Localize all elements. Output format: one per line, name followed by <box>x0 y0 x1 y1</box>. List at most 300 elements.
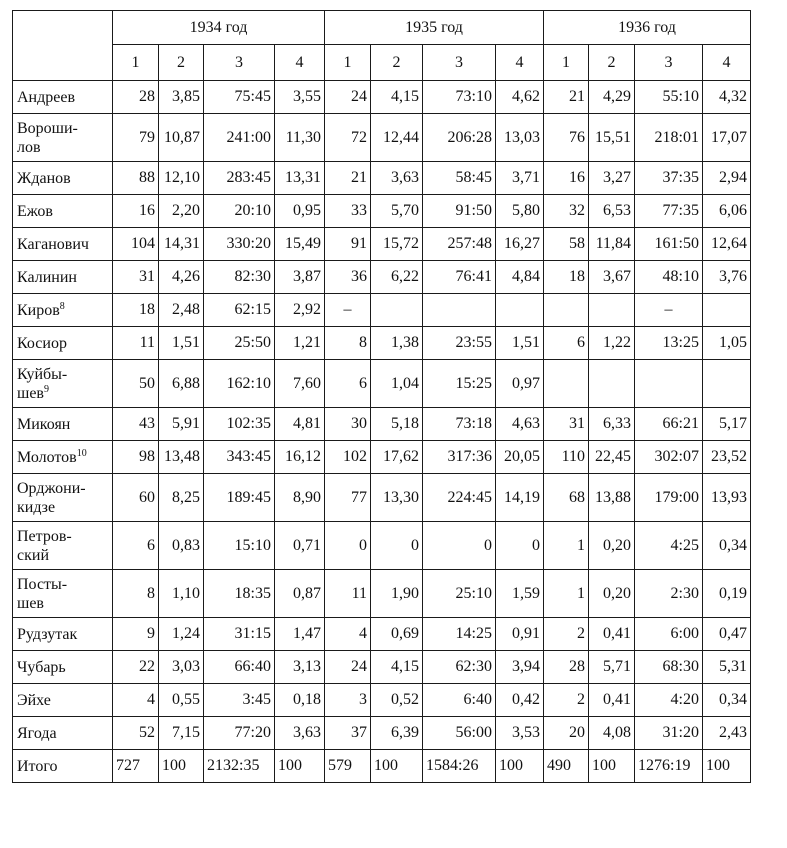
data-cell: 20 <box>544 717 589 750</box>
data-cell: 58:45 <box>423 162 496 195</box>
data-cell: 1,21 <box>275 327 325 360</box>
row-label <box>13 261 113 294</box>
data-cell: 6 <box>544 327 589 360</box>
data-cell: 73:10 <box>423 81 496 114</box>
data-cell: 15:25 <box>423 360 496 408</box>
data-cell: 3,71 <box>496 162 544 195</box>
table-row <box>13 474 751 522</box>
data-cell: 8,90 <box>275 474 325 522</box>
data-cell: 8,25 <box>159 474 204 522</box>
row-name: Молотов <box>17 448 77 466</box>
row-label <box>13 327 113 360</box>
data-cell: 0,97 <box>496 360 544 408</box>
data-cell: 3,63 <box>275 717 325 750</box>
data-cell: 18:35 <box>204 570 275 618</box>
data-cell: 20,05 <box>496 441 544 474</box>
data-cell: 22,45 <box>589 441 635 474</box>
table-row <box>13 522 751 570</box>
data-cell: 62:30 <box>423 651 496 684</box>
data-cell: 1,04 <box>371 360 423 408</box>
data-cell <box>703 360 751 408</box>
row-name: Орджони- кидзе <box>17 479 86 516</box>
data-cell: 58 <box>544 228 589 261</box>
data-cell: 102 <box>325 441 371 474</box>
data-cell: 55:10 <box>635 81 703 114</box>
data-cell: 24 <box>325 81 371 114</box>
table-row <box>13 228 751 261</box>
data-cell: 10,87 <box>159 114 204 162</box>
column-number: 3 <box>635 45 703 81</box>
data-cell: 3:45 <box>204 684 275 717</box>
data-cell <box>589 294 635 327</box>
data-cell: 52 <box>113 717 159 750</box>
data-cell: 28 <box>544 651 589 684</box>
row-label <box>13 522 113 570</box>
data-cell: 0,42 <box>496 684 544 717</box>
data-cell: 100 <box>703 750 751 783</box>
row-label <box>13 195 113 228</box>
data-cell <box>544 294 589 327</box>
data-cell: 22 <box>113 651 159 684</box>
data-cell: 68 <box>544 474 589 522</box>
column-number: 3 <box>423 45 496 81</box>
data-cell: 77:35 <box>635 195 703 228</box>
data-cell: 2,92 <box>275 294 325 327</box>
table-row <box>13 162 751 195</box>
data-cell: 1,47 <box>275 618 325 651</box>
data-cell: 179:00 <box>635 474 703 522</box>
data-cell: 1,10 <box>159 570 204 618</box>
data-cell: 4,84 <box>496 261 544 294</box>
data-cell: 5,31 <box>703 651 751 684</box>
data-cell: 13:25 <box>635 327 703 360</box>
data-cell: 14,19 <box>496 474 544 522</box>
data-cell: 11,30 <box>275 114 325 162</box>
data-cell: 6 <box>113 522 159 570</box>
data-cell: 13,88 <box>589 474 635 522</box>
data-cell: 28 <box>113 81 159 114</box>
data-cell: 1 <box>544 570 589 618</box>
row-name: Жданов <box>17 169 71 187</box>
data-cell: 76 <box>544 114 589 162</box>
data-cell: 0,19 <box>703 570 751 618</box>
row-name: Андреев <box>17 88 76 106</box>
data-cell: 3 <box>325 684 371 717</box>
footnote-mark: 9 <box>43 383 49 395</box>
data-cell: 579 <box>325 750 371 783</box>
data-cell: 3,85 <box>159 81 204 114</box>
data-cell: 0,18 <box>275 684 325 717</box>
column-number: 4 <box>496 45 544 81</box>
row-name: Рудзутак <box>17 625 78 643</box>
table-row <box>13 408 751 441</box>
table-row <box>13 294 751 327</box>
data-cell: 2,20 <box>159 195 204 228</box>
data-cell: 73:18 <box>423 408 496 441</box>
column-number: 1 <box>544 45 589 81</box>
row-name: Эйхе <box>17 691 51 709</box>
data-cell <box>589 360 635 408</box>
data-cell: 21 <box>544 81 589 114</box>
table-body <box>13 81 751 783</box>
data-cell: 110 <box>544 441 589 474</box>
data-cell: 2132:35 <box>204 750 275 783</box>
data-cell: 3,03 <box>159 651 204 684</box>
data-cell: 4:20 <box>635 684 703 717</box>
data-cell: 4 <box>113 684 159 717</box>
data-cell: 62:15 <box>204 294 275 327</box>
data-cell: 1,05 <box>703 327 751 360</box>
data-cell: 6:00 <box>635 618 703 651</box>
row-name: Ежов <box>17 202 53 220</box>
data-cell: 31 <box>544 408 589 441</box>
data-cell: 31:20 <box>635 717 703 750</box>
data-cell: 0,34 <box>703 522 751 570</box>
data-cell: 30 <box>325 408 371 441</box>
data-cell: 102:35 <box>204 408 275 441</box>
table-row <box>13 81 751 114</box>
data-cell: 3,87 <box>275 261 325 294</box>
table-row <box>13 195 751 228</box>
data-cell: 3,53 <box>496 717 544 750</box>
data-cell: 241:00 <box>204 114 275 162</box>
data-cell: 100 <box>371 750 423 783</box>
table-row <box>13 261 751 294</box>
data-cell: 15,51 <box>589 114 635 162</box>
data-cell: 0,20 <box>589 522 635 570</box>
data-cell: 0 <box>496 522 544 570</box>
data-cell: 66:40 <box>204 651 275 684</box>
data-cell: 5,17 <box>703 408 751 441</box>
data-cell: 17,07 <box>703 114 751 162</box>
table-row <box>13 651 751 684</box>
row-label <box>13 618 113 651</box>
data-cell: 20:10 <box>204 195 275 228</box>
data-cell: 5,71 <box>589 651 635 684</box>
column-number: 2 <box>159 45 204 81</box>
data-cell: 100 <box>589 750 635 783</box>
data-cell: 79 <box>113 114 159 162</box>
row-label <box>13 684 113 717</box>
data-cell: 2,94 <box>703 162 751 195</box>
data-cell: 7,15 <box>159 717 204 750</box>
data-cell: 12,44 <box>371 114 423 162</box>
data-cell: 224:45 <box>423 474 496 522</box>
data-cell: 6,06 <box>703 195 751 228</box>
table-row <box>13 618 751 651</box>
row-label <box>13 474 113 522</box>
data-cell: 4,15 <box>371 81 423 114</box>
data-cell: 16 <box>113 195 159 228</box>
data-cell: 66:21 <box>635 408 703 441</box>
data-cell: 98 <box>113 441 159 474</box>
row-label <box>13 294 113 327</box>
data-cell: 2,43 <box>703 717 751 750</box>
data-cell: 2 <box>544 684 589 717</box>
data-cell: 0,83 <box>159 522 204 570</box>
table-row <box>13 717 751 750</box>
data-cell: 3,63 <box>371 162 423 195</box>
row-label <box>13 441 113 474</box>
data-cell: 4,62 <box>496 81 544 114</box>
data-cell: 77 <box>325 474 371 522</box>
table-row <box>13 684 751 717</box>
row-name: Киров <box>17 301 60 319</box>
data-cell: – <box>635 294 703 327</box>
data-cell: 91 <box>325 228 371 261</box>
data-cell: 6:40 <box>423 684 496 717</box>
data-cell: 0 <box>423 522 496 570</box>
data-cell: 4,08 <box>589 717 635 750</box>
data-cell: 17,62 <box>371 441 423 474</box>
data-cell: 11,84 <box>589 228 635 261</box>
data-cell: 2 <box>544 618 589 651</box>
data-cell: 6,53 <box>589 195 635 228</box>
data-cell: 1584:26 <box>423 750 496 783</box>
column-number: 1 <box>325 45 371 81</box>
data-cell: 15,72 <box>371 228 423 261</box>
data-cell: 15:10 <box>204 522 275 570</box>
data-cell: 43 <box>113 408 159 441</box>
data-cell: 3,13 <box>275 651 325 684</box>
data-cell: 82:30 <box>204 261 275 294</box>
row-name: Ягода <box>17 724 57 742</box>
data-cell: 16,27 <box>496 228 544 261</box>
data-cell: 14,31 <box>159 228 204 261</box>
data-cell: 4,81 <box>275 408 325 441</box>
data-cell: 91:50 <box>423 195 496 228</box>
data-cell: 48:10 <box>635 261 703 294</box>
data-cell: 18 <box>544 261 589 294</box>
data-cell <box>635 360 703 408</box>
data-cell: 12,10 <box>159 162 204 195</box>
data-cell: 0,87 <box>275 570 325 618</box>
data-cell: 4,29 <box>589 81 635 114</box>
data-cell: 6,39 <box>371 717 423 750</box>
data-cell <box>423 294 496 327</box>
data-cell: 13,30 <box>371 474 423 522</box>
data-cell: 8 <box>113 570 159 618</box>
data-cell: 5,91 <box>159 408 204 441</box>
column-number: 4 <box>275 45 325 81</box>
data-cell: 1,22 <box>589 327 635 360</box>
row-label <box>13 717 113 750</box>
data-cell: 37:35 <box>635 162 703 195</box>
column-number: 2 <box>589 45 635 81</box>
column-number: 1 <box>113 45 159 81</box>
data-cell: 3,27 <box>589 162 635 195</box>
data-cell: 9 <box>113 618 159 651</box>
column-number: 2 <box>371 45 423 81</box>
data-cell: 3,94 <box>496 651 544 684</box>
data-cell: – <box>325 294 371 327</box>
row-name: Микоян <box>17 415 71 433</box>
row-name: Петров- ский <box>17 527 72 564</box>
data-cell <box>496 294 544 327</box>
row-label <box>13 570 113 618</box>
data-cell <box>371 294 423 327</box>
corner-cell <box>13 11 113 81</box>
data-cell: 23:55 <box>423 327 496 360</box>
column-number: 4 <box>703 45 751 81</box>
data-cell: 283:45 <box>204 162 275 195</box>
footnote-mark: 10 <box>76 447 87 459</box>
data-cell: 24 <box>325 651 371 684</box>
data-cell: 6,33 <box>589 408 635 441</box>
data-cell: 8 <box>325 327 371 360</box>
data-cell: 4,15 <box>371 651 423 684</box>
year-header-1935: 1935 год <box>325 11 544 45</box>
row-name: Чубарь <box>17 658 66 676</box>
data-cell: 32 <box>544 195 589 228</box>
row-label <box>13 81 113 114</box>
data-cell: 302:07 <box>635 441 703 474</box>
row-name: Куйбы- шев <box>17 365 68 402</box>
data-cell: 1 <box>544 522 589 570</box>
table-row <box>13 327 751 360</box>
data-cell: 0,55 <box>159 684 204 717</box>
table-row <box>13 570 751 618</box>
data-cell: 4 <box>325 618 371 651</box>
data-cell: 162:10 <box>204 360 275 408</box>
data-cell: 0 <box>325 522 371 570</box>
data-cell: 1,51 <box>496 327 544 360</box>
data-cell: 88 <box>113 162 159 195</box>
row-label <box>13 408 113 441</box>
data-cell: 5,18 <box>371 408 423 441</box>
data-cell: 0,69 <box>371 618 423 651</box>
data-cell: 100 <box>159 750 204 783</box>
data-cell: 0,52 <box>371 684 423 717</box>
row-label <box>13 228 113 261</box>
data-cell: 5,70 <box>371 195 423 228</box>
data-cell: 3,55 <box>275 81 325 114</box>
data-cell: 2,48 <box>159 294 204 327</box>
data-cell: 4,32 <box>703 81 751 114</box>
data-cell: 0,95 <box>275 195 325 228</box>
data-cell: 31 <box>113 261 159 294</box>
table-row <box>13 441 751 474</box>
data-cell: 50 <box>113 360 159 408</box>
data-cell: 257:48 <box>423 228 496 261</box>
data-cell: 3,76 <box>703 261 751 294</box>
data-cell: 11 <box>113 327 159 360</box>
data-cell: 100 <box>275 750 325 783</box>
table-row <box>13 114 751 162</box>
data-cell: 6,22 <box>371 261 423 294</box>
data-cell: 15,49 <box>275 228 325 261</box>
data-cell: 75:45 <box>204 81 275 114</box>
data-cell: 6 <box>325 360 371 408</box>
data-cell: 4:25 <box>635 522 703 570</box>
data-cell: 60 <box>113 474 159 522</box>
table-row <box>13 360 751 408</box>
data-cell: 33 <box>325 195 371 228</box>
data-cell: 36 <box>325 261 371 294</box>
row-name: Калинин <box>17 268 77 286</box>
data-cell: 317:36 <box>423 441 496 474</box>
data-cell: 23,52 <box>703 441 751 474</box>
data-cell: 0,71 <box>275 522 325 570</box>
year-header-row <box>13 11 751 45</box>
data-cell: 6,88 <box>159 360 204 408</box>
year-header-1934: 1934 год <box>113 11 325 45</box>
data-cell: 0,47 <box>703 618 751 651</box>
data-cell: 13,03 <box>496 114 544 162</box>
row-name: Посты- шев <box>17 575 68 612</box>
data-cell: 0,41 <box>589 684 635 717</box>
data-cell: 4,26 <box>159 261 204 294</box>
row-name: Вороши- лов <box>17 119 78 156</box>
data-cell: 104 <box>113 228 159 261</box>
data-cell: 1,24 <box>159 618 204 651</box>
data-cell: 4,63 <box>496 408 544 441</box>
data-cell: 161:50 <box>635 228 703 261</box>
data-cell: 14:25 <box>423 618 496 651</box>
data-cell: 218:01 <box>635 114 703 162</box>
data-cell: 76:41 <box>423 261 496 294</box>
data-cell: 189:45 <box>204 474 275 522</box>
row-label <box>13 651 113 684</box>
row-name: Итого <box>17 757 58 775</box>
data-cell: 16 <box>544 162 589 195</box>
data-cell: 11 <box>325 570 371 618</box>
data-cell: 13,48 <box>159 441 204 474</box>
column-number-row <box>13 45 751 81</box>
data-cell: 1,90 <box>371 570 423 618</box>
row-label <box>13 360 113 408</box>
data-cell: 727 <box>113 750 159 783</box>
data-cell: 31:15 <box>204 618 275 651</box>
data-cell: 0,91 <box>496 618 544 651</box>
data-cell: 0,41 <box>589 618 635 651</box>
data-cell: 13,31 <box>275 162 325 195</box>
data-cell <box>703 294 751 327</box>
data-cell: 72 <box>325 114 371 162</box>
data-cell: 18 <box>113 294 159 327</box>
data-cell: 3,67 <box>589 261 635 294</box>
data-cell: 12,64 <box>703 228 751 261</box>
row-label <box>13 750 113 783</box>
row-name: Каганович <box>17 235 89 253</box>
data-cell: 1276:19 <box>635 750 703 783</box>
statistics-table <box>12 10 751 783</box>
data-cell: 7,60 <box>275 360 325 408</box>
data-cell: 77:20 <box>204 717 275 750</box>
data-cell: 1,59 <box>496 570 544 618</box>
data-cell: 1,51 <box>159 327 204 360</box>
row-label <box>13 114 113 162</box>
data-cell: 25:50 <box>204 327 275 360</box>
data-cell <box>544 360 589 408</box>
data-cell: 25:10 <box>423 570 496 618</box>
data-cell: 0 <box>371 522 423 570</box>
data-cell: 343:45 <box>204 441 275 474</box>
row-label <box>13 162 113 195</box>
data-cell: 100 <box>496 750 544 783</box>
data-cell: 206:28 <box>423 114 496 162</box>
row-name: Косиор <box>17 334 67 352</box>
data-cell: 13,93 <box>703 474 751 522</box>
data-cell: 68:30 <box>635 651 703 684</box>
data-cell: 5,80 <box>496 195 544 228</box>
data-cell: 37 <box>325 717 371 750</box>
data-cell: 490 <box>544 750 589 783</box>
data-cell: 56:00 <box>423 717 496 750</box>
data-cell: 21 <box>325 162 371 195</box>
data-cell: 330:20 <box>204 228 275 261</box>
data-cell: 0,20 <box>589 570 635 618</box>
